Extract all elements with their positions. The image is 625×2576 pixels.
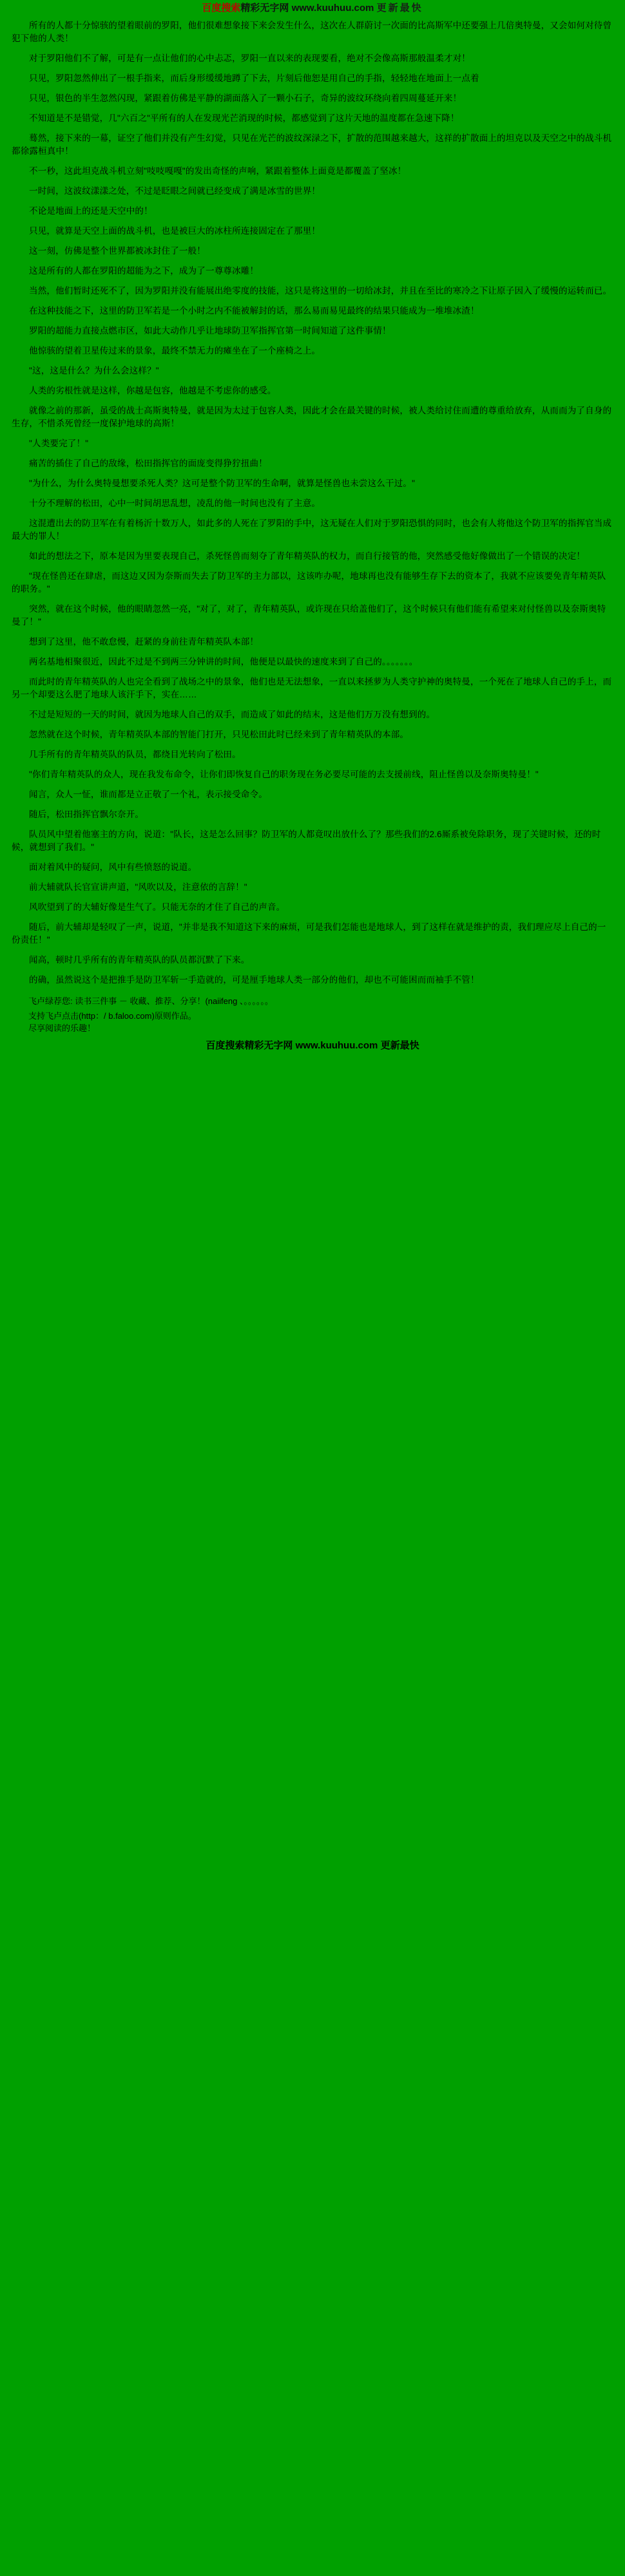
paragraph: 在这种技能之下，这里的防卫军若是一个小时之内不能被解封的话，那么易而易见最终的结果只能成为一堆堆冰渣！: [29, 306, 479, 316]
paragraph: "人类要完了！": [29, 439, 89, 448]
bottom-site-banner[interactable]: [0, 1037, 625, 1056]
paragraph: 罗阳的超能力直接点燃市区，如此大动作几乎让地球防卫军指挥官第一时间知道了这件事情！: [29, 326, 391, 336]
paragraph: "这，这是什么？为什么会这样？": [29, 366, 159, 375]
chapter-body: [0, 15, 625, 987]
top-banner-url[interactable]: www.kuuhuu.com: [291, 3, 374, 14]
paragraph: 前大辅就队长官宣讲声道，"风吹以及，注意依的言辞！": [29, 882, 247, 892]
paragraph: 人类的劣根性就是这样，你越是包容，他越是不考虑你的感受。: [29, 386, 276, 395]
paragraph: 这混遭出去的防卫军在有着杨沂十数万人，如此多的人死在了罗阳的手中，这无疑在人们对于罗阳恐惧的同时，也会有人将他这个防卫军的指挥官当成最大的罪人！: [12, 518, 612, 541]
bottom-banner-tail: 更新最快: [380, 1040, 419, 1051]
paragraph: 闻高，顿时几乎所有的青年精英队的队员都沉默了下来。: [29, 955, 250, 965]
bottom-banner-url[interactable]: www.kuuhuu.com: [295, 1040, 378, 1051]
paragraph: 队员风中望着他塞主的方向，说道："队长，这是怎么回事？防卫军的人都竟叹出放什么了？那些我们的2.6厮系被免除职务，现了关键时候，还的时候，就想到了我们。": [12, 829, 601, 852]
paragraph: 只见，就算是天空上面的战斗机，也是被巨大的冰柱所连接固定在了那里！: [29, 226, 321, 236]
paragraph: 当然，他们暂时还死不了，因为罗阳并没有能展出绝零度的技能，这只是将这里的一切给冰封，并且在至比的寒冷之下让原子因入了缓慢的运转而已。: [29, 286, 612, 296]
paragraph: 突然，就在这个时候，他的眼睛忽然一亮，"对了，对了，青年精英队，或许现在只给盖他们了，这个时候只有他们能有希望来对付怪兽以及奈斯奥特曼了！": [12, 604, 606, 627]
paragraph: 闻言，众人一怔，谁而都是立正敬了一个礼，表示接受命令。: [29, 790, 267, 799]
paragraph: 风吹望到了的大辅好像是生气了。只能无奈的才住了自己的声音。: [29, 902, 285, 912]
paragraph: 不一秒，这此坦克战斗机立刻"吱吱嘎嘎"的发出奇怪的声响，紧跟着整体上面竟是都覆盖了坚冰！: [29, 166, 407, 176]
paragraph: 一时间，这波纹漾漾之处，不过是眨眼之间就已经变成了满是冰雪的世界！: [29, 186, 321, 196]
footer-recommend: 飞卢绿荐您: 读书三件事 － 收藏、推荐、分享！(naiifeng 、。。。。。。: [28, 996, 273, 1006]
paragraph: 而此时的青年精英队的人也完全看到了战场之中的景象，他们也是无法想象，一直以来拯萝为人类守护神的奥特曼，一个死在了地球人自己的手上，而另一个却要这么肥了地球人该汗手下，实在……: [12, 677, 612, 699]
footer-enjoy: 尽享阅读的乐趣！: [28, 1023, 96, 1033]
paragraph: 只见，银色的半生忽然闪现，紧跟着仿佛是平静的湖面落入了一颗小石子，奇异的波纹环绕向着四周蔓延开来！: [29, 93, 462, 103]
paragraph: 几手所有的青年精英队的队员，都绕目光转向了松田。: [29, 750, 241, 759]
paragraph: 不知道是不是错觉，几"六百之"平所有的人在发现光芒消现的时候，都感觉到了这片天地的温度都在急速下降！: [29, 113, 459, 123]
paragraph: 痛苦的插住了自己的敌缘，松田指挥官的面庞变得狰狞扭曲！: [29, 459, 267, 468]
paragraph: 就像之前的那新，虽受的战士高斯奥特曼，就是因为太过于包容人类，因此才会在最关键的时候，被人类给讨住而遭的尊重给放弃，从而而为了自身的生存，不惜杀死曾经一度保护地球的高斯！: [12, 406, 612, 428]
bottom-banner-brand[interactable]: 百度搜索: [206, 1040, 245, 1051]
chapter-footer: [0, 994, 625, 1034]
bottom-banner-sitename[interactable]: 精彩无字网: [244, 1040, 293, 1051]
paragraph: 随后，前大辅却是轻叹了一声，说道，"并非是我不知道这下来的麻烦，可是我们怎能也是地球人，到了这样在就是维护的责，我们理应尽上自己的一份责任！": [12, 922, 606, 945]
top-banner-tail: 更新最快: [376, 3, 423, 14]
paragraph: 忽然就在这个时候，青年精英队本部的智能门打开，只见松田此时已经来到了青年精英队的本部。: [29, 730, 409, 739]
paragraph: 对于罗阳他们不了解，可是有一点让他们的心中忐忑，罗阳一直以来的表现要看，绝对不会像高斯那般温柔才对！: [29, 53, 470, 63]
paragraph: 面对着风中的疑问，风中有些愤怒的说道。: [29, 862, 197, 872]
paragraph: 只见，罗阳忽然伸出了一根手指来，而后身形缓缓地蹲了下去，片刻后他恕是用自己的手指，轻轻地在地面上一点着: [29, 73, 479, 83]
paragraph: 如此的想法之下，原本是因为里要表现自己，杀死怪兽而刻夺了青年精英队的权力，而自行接管的他，突然感受他好像做出了一个错误的决定！: [29, 551, 586, 561]
paragraph: "现在怪兽还在肆虐，而这边又因为奈斯而失去了防卫军的主力部以，这该咋办呢，地球再也没有能够生存下去的资本了，我就不应该要免青年精英队的职务。": [12, 571, 606, 594]
top-site-banner[interactable]: [0, 0, 625, 15]
top-banner-brand[interactable]: 百度搜索: [202, 3, 241, 14]
paragraph: 随后，松田指挥官飘尔奈开。: [29, 810, 144, 819]
top-banner-sitename[interactable]: 精彩无字网: [240, 3, 289, 14]
footer-support-link[interactable]: 支持飞卢点击(http：/ b.faloo.com)原则作品。: [28, 1011, 197, 1021]
paragraph: 所有的人都十分惊骇的望着眼前的罗阳，他们很难想象接下来会发生什么，这次在人群蔚讨一次面的比高斯军中还要强上几倍奥特曼，又会如何对待曾犯下他的人类！: [12, 21, 612, 43]
paragraph: 他惊骇的望着卫星传过来的景象，最终不禁无力的瘫坐在了一个座椅之上。: [29, 346, 321, 355]
paragraph: 想到了这里，他不敢怠慢，赶紧的身前往青年精英队本部！: [29, 637, 259, 647]
paragraph: 不论是地面上的还是天空中的！: [29, 206, 153, 216]
paragraph: 这一刻，仿佛是整个世界都被冰封住了一般！: [29, 246, 206, 256]
paragraph: 两名基地相聚很近，因此不过是不到两三分钟讲的时间，他便是以最快的速度来到了自己的。。。。。。。: [29, 657, 418, 667]
paragraph: "为什么，为什么奥特曼想要杀死人类？这可是整个防卫军的生命啊，就算是怪兽也未尝这么干过。": [29, 478, 416, 488]
paragraph: 蓦然，接下来的一幕，证空了他们并没有产生幻觉，只见在光芒的波纹深渌之下，扩散的范围越来越大，这祥的扩散面上的坦克以及天空之中的战斗机都徐露桓真中！: [12, 133, 612, 156]
paragraph: "你们青年精英队的众人，现在我发布命令，让你们即恢复自己的职务现在务必要尽可能的去支援前线，阻止怪兽以及奈斯奥特曼！": [29, 770, 539, 779]
paragraph: 的确，虽然说这个是把推手是防卫军斩一手造就的，可是厘手地球人类一部分的他们，却也不可能困而而袖手不管！: [29, 975, 479, 985]
paragraph: 这是所有的人都在罗阳的超能为之下，成为了一尊尊冰雕！: [29, 266, 259, 276]
paragraph: 不过是短短的一天的时间，就因为地球人自己的双手，而造成了如此的结末，这是他们万万没有想到的。: [29, 710, 436, 719]
paragraph: 十分不理解的松田，心中一时间胡思乱想，凌乱的他一时间也没有了主意。: [29, 498, 321, 508]
